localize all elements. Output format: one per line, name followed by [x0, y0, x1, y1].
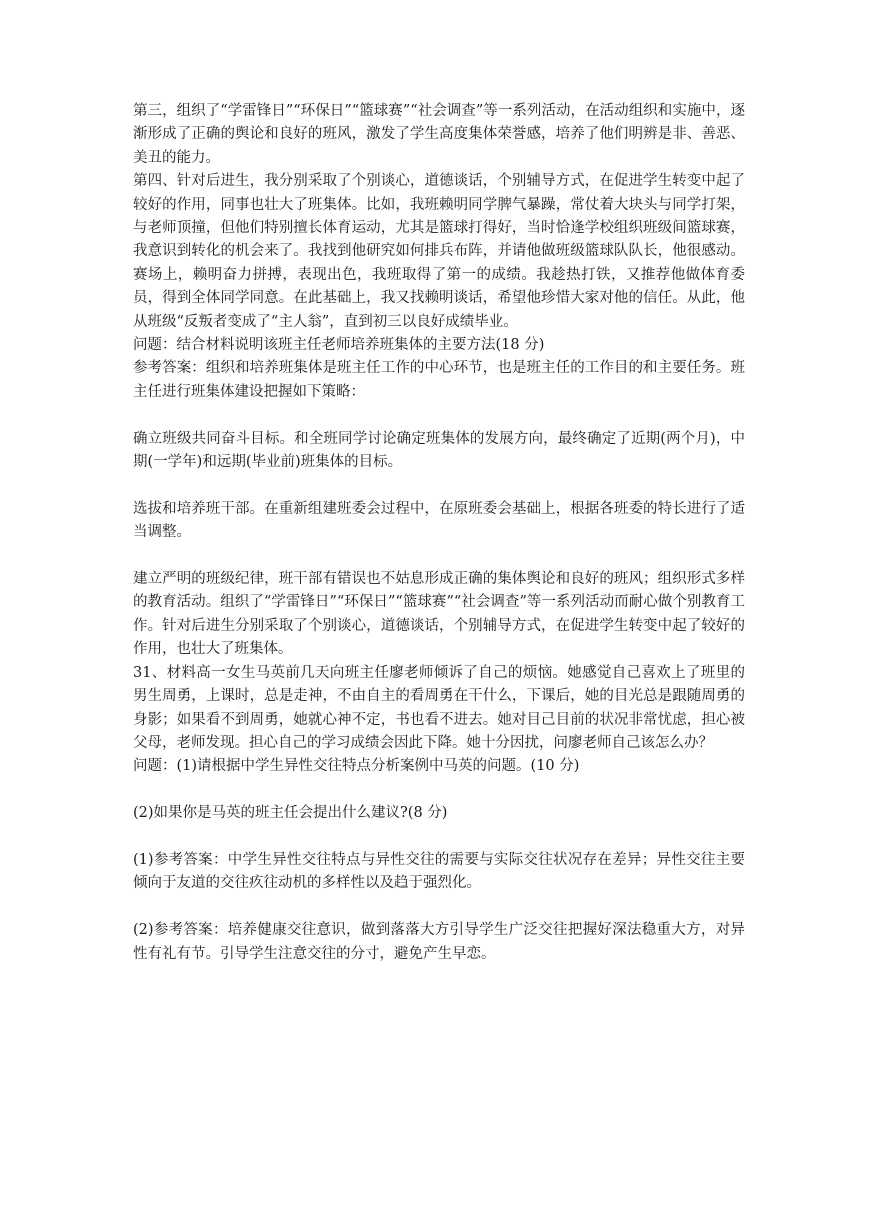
question-1: 问题：(1)请根据中学生异性交往特点分析案例中马英的问题。(10 分) [133, 758, 580, 775]
question-2: (2)如果你是马英的班主任会提出什么建议?(8 分) [133, 805, 448, 822]
answer-goal: 确立班级共同奋斗目标。和全班同学讨论确定班集体的发展方向，最终确定了近期(两个月)，中期(一学年)和远期(毕业前)班集体的目标。 [133, 430, 745, 471]
blank-line [133, 474, 745, 497]
answer-discipline: 建立严明的班级纪律，班干部有错误也不姑息形成正确的集体舆论和良好的班风；组织形式多样的教育活动。组织了“学雷锋日”“环保日”“篮球赛”“社会调查”等一系列活动而耐心做个别教育工作。针对后进生分别采取了个别谈心，道德谈话，个别辅导方式，在促进学生转变中起了较好的作用，也壮大了班集体。 [133, 571, 745, 658]
case-material-31: 31、材料高一女生马英前几天向班主任廖老师倾诉了自己的烦恼。她感觉自己喜欢上了班里的男生周勇，上课时，总是走神，不由自主的看周勇在干什么，下课后，她的目光总是跟随周勇的身影；如果看不到周勇，她就心神不定，书也看不进去。她对目己目前的状况非常忧虑，担心被父母，老师发现。担心自己的学习成绩会因此下降。她十分因扰，问廖老师自己该怎么办？ [133, 664, 745, 751]
blank-line [133, 896, 745, 919]
answer-1: (1)参考答案：中学生异性交往特点与异性交往的需要与实际交往状况存在差异；异性交往主要倾向于友道的交往疚往动机的多样性以及趋于强烈化。 [133, 851, 745, 892]
answer-intro: 参考答案：组织和培养班集体是班主任工作的中心环节，也是班主任的工作目的和主要任务。班主任进行班集体建设把握如下策略： [133, 360, 745, 400]
paragraph-underachievers: 第四、针对后进生，我分别采取了个别谈心，道德谈话，个别辅导方式，在促进学生转变中起了较好的作用，同事也壮大了班集体。比如，我班赖明同学脾气暴躁，常仗着大块头与同学打架，与老师顶撞，但他们特别擅长体育运动，尤其是篮球打得好，当时恰逢学校组织班级间篮球赛，我意识到转化的机会来了。我找到他研究如何排兵布阵，并请他做班级篮球队队长，他很感动。赛场上，赖明奋力拼搏，表现出色，我班取得了第一的成绩。我趁热打铁，又推荐他做体育委员，得到全体同学同意。在此基础上，我又找赖明谈话，希望他珍惜大家对他的信任。从此，他从班级“反叛者变成了“主人翁”，直到初三以良好成绩毕业。 [133, 173, 745, 330]
document-body [133, 100, 745, 966]
blank-line [133, 779, 745, 802]
blank-line [133, 404, 745, 427]
answer-cadres: 选拔和培养班干部。在重新组建班委会过程中，在原班委会基础上，根据各班委的特长进行了适当调整。 [133, 500, 745, 541]
blank-line [133, 826, 745, 849]
blank-line [133, 545, 745, 568]
paragraph-activities: 第三，组织了“学雷锋日”“环保日”“篮球赛”“社会调查”等一系列活动，在活动组织和实施中，逐渐形成了正确的舆论和良好的班风，激发了学生高度集体荣誉感，培养了他们明辨是非、善恶、美丑的能力。 [133, 103, 745, 166]
answer-2: (2)参考答案：培养健康交往意识，做到落落大方引导学生广泛交往把握好深法稳重大方，对异性有礼有节。引导学生注意交往的分寸，避免产生早恋。 [133, 922, 745, 962]
question-class-collective: 问题：结合材料说明该班主任老师培养班集体的主要方法(18 分) [133, 337, 545, 354]
